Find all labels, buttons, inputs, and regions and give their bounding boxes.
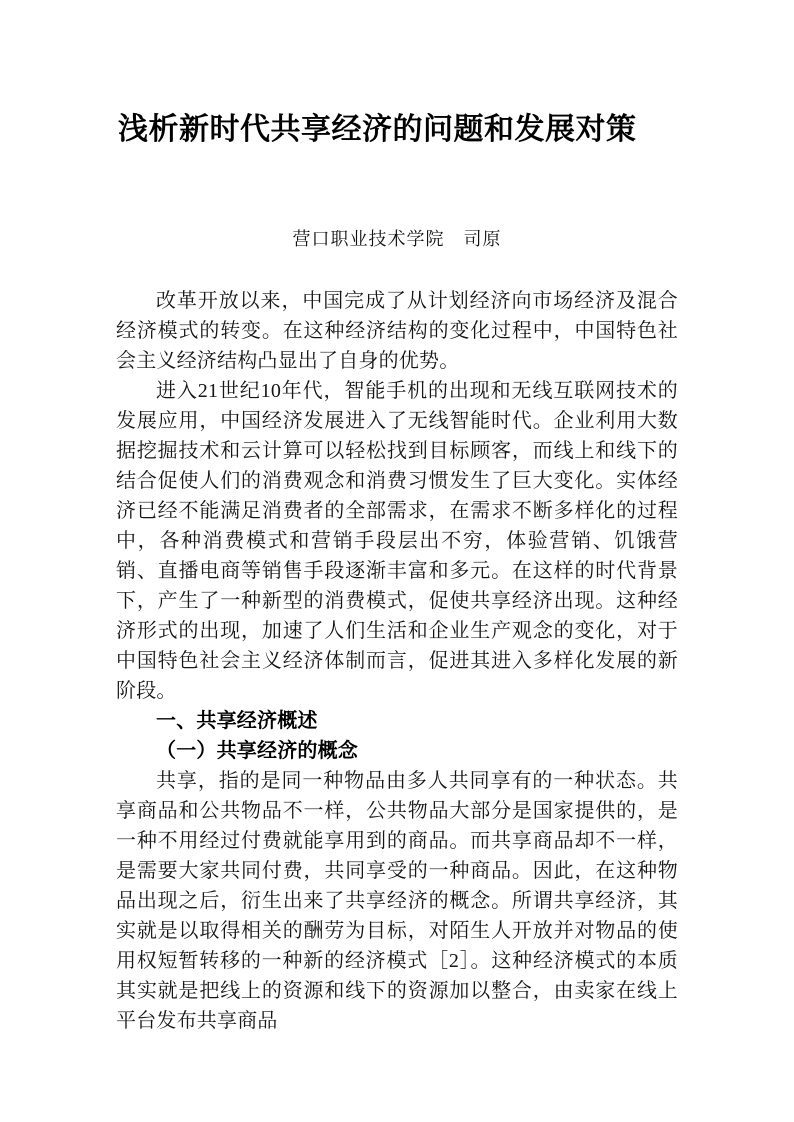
- paragraph-3: 共享，指的是同一种物品由多人共同享有的一种状态。共享商品和公共物品不一样，公共物品大部分是国家提供的，是一种不用经过付费就能享用到的商品。而共享商品却不一样，是需要大家共同付费，共同享受的一种商品。因此，在这种物品出现之后，衍生出来了共享经济的概念。所谓共享经济，其实就是以取得相关的酬劳为目标，对陌生人开放并对物品的使用权短暂转移的一种新的经济模式［2］。这种经济模式的本质其实就是把线上的资源和线下的资源加以整合，由卖家在线上平台发布共享商品: [116, 770, 678, 1032]
- section-heading-1: 一、共享经济概述: [156, 710, 318, 732]
- author-affiliation-line: 营口职业技术学院 司原: [292, 229, 502, 249]
- body-text-block: [116, 286, 678, 1036]
- paragraph-1: 改革开放以来，中国完成了从计划经济向市场经济及混合经济模式的转变。在这种经济结构的变化过程中，中国特色社会主义经济结构凸显出了自身的优势。: [116, 290, 678, 372]
- subsection-heading-1: （一）共享经济的概念: [156, 740, 358, 762]
- page-title: 浅析新时代共享经济的问题和发展对策: [118, 113, 637, 146]
- paragraph-2: 进入21世纪10年代，智能手机的出现和无线互联网技术的发展应用，中国经济发展进入了无线智能时代。企业利用大数据挖掘技术和云计算可以轻松找到目标顾客，而线上和线下的结合促使人们的消费观念和消费习惯发生了巨大变化。实体经济已经不能满足消费者的全部需求，在需求不断多样化的过程中，各种消费模式和营销手段层出不穷，体验营销、饥饿营销、直播电商等销售手段逐渐丰富和多元。在这样的时代背景下，产生了一种新型的消费模式，促使共享经济出现。这种经济形式的出现，加速了人们生活和企业生产观念的变化，对于中国特色社会主义经济体制而言，促进其进入多样化发展的新阶段。: [116, 380, 678, 702]
